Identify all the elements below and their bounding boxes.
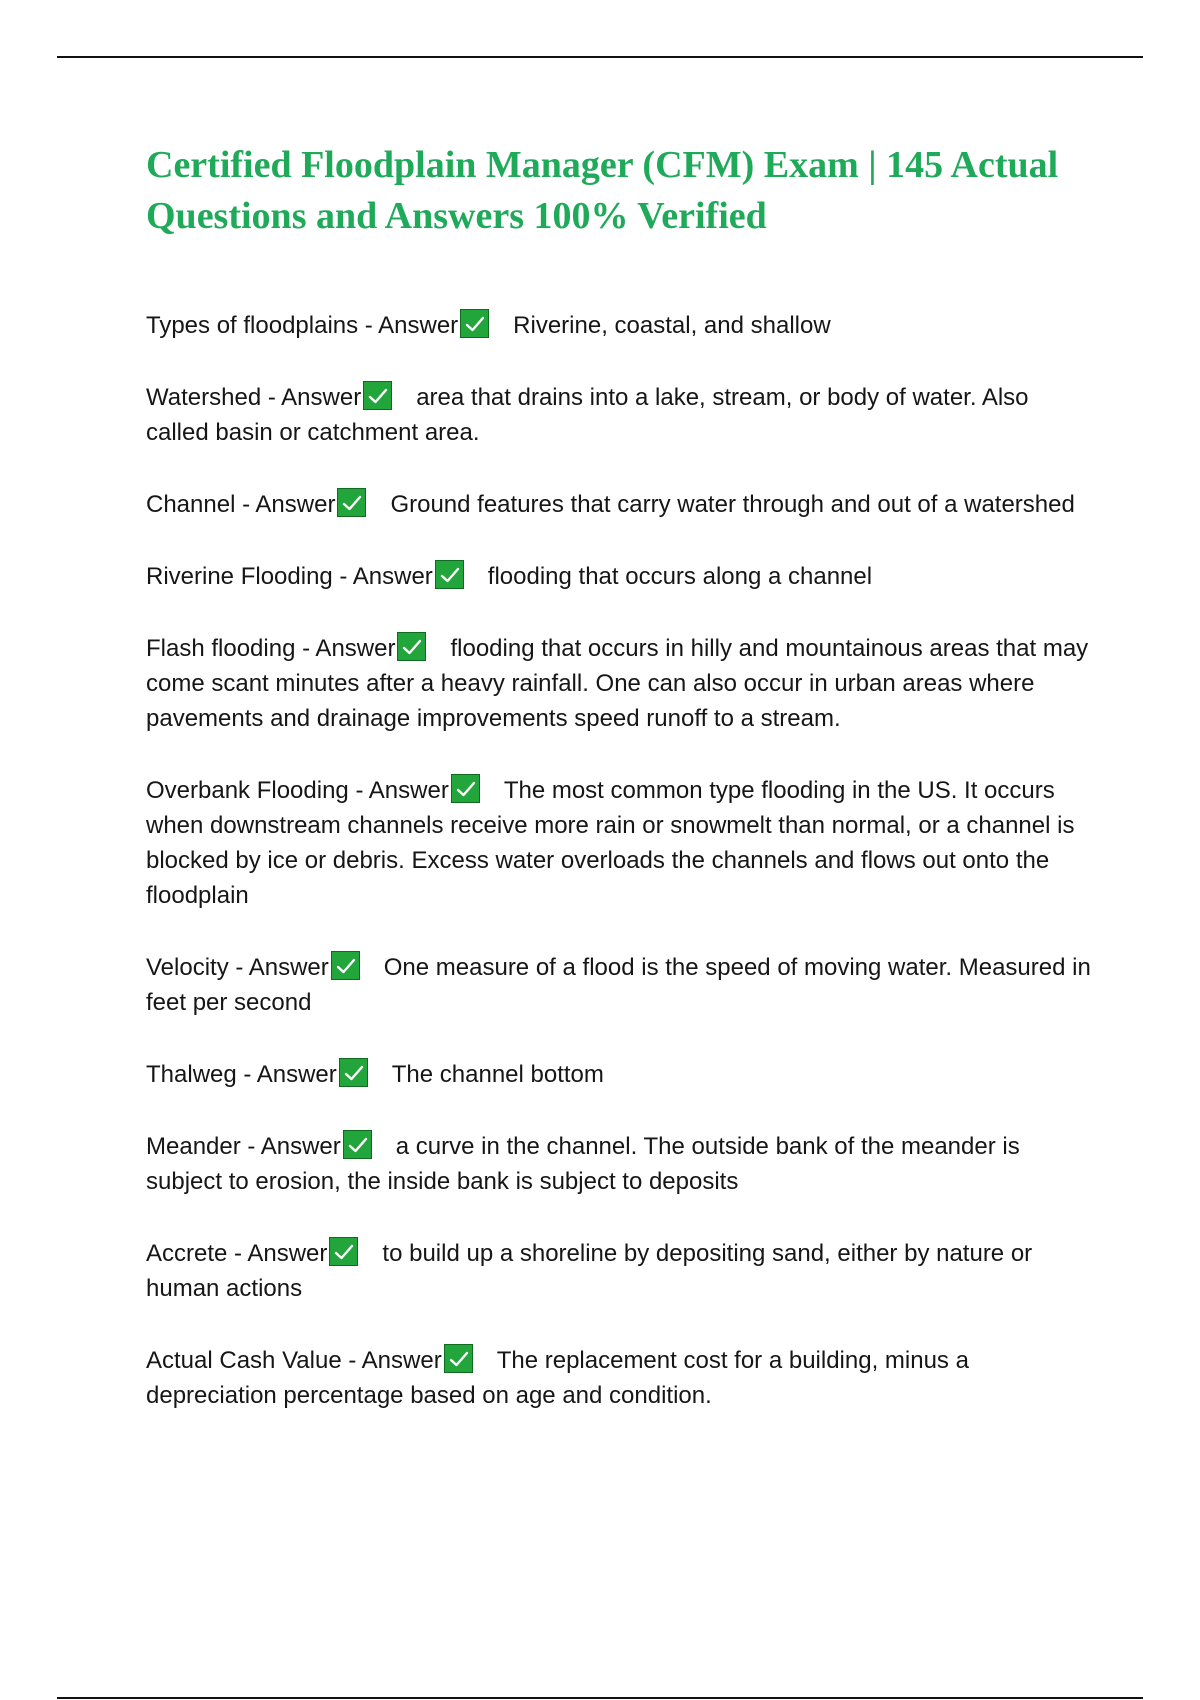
- top-divider: [57, 56, 1143, 58]
- document-body: [146, 140, 1096, 1450]
- qa-answer: to build up a shoreline by depositing sand, either by nature or human actions: [146, 1240, 1033, 1302]
- qa-item: [146, 487, 1096, 522]
- qa-item: [146, 1129, 1096, 1199]
- qa-answer: Ground features that carry water through and out of a watershed: [390, 491, 1075, 518]
- bottom-divider: [57, 1697, 1143, 1699]
- qa-term: Channel - Answer: [146, 491, 336, 518]
- qa-item: [146, 1343, 1096, 1413]
- qa-term: Meander - Answer: [146, 1133, 341, 1160]
- check-mark-button-icon: [339, 1058, 368, 1087]
- qa-item: [146, 773, 1096, 913]
- document-title: Certified Floodplain Manager (CFM) Exam | 145 Actual Questions and Answers 100% Verified: [146, 144, 1059, 237]
- qa-answer: The channel bottom: [391, 1061, 604, 1088]
- check-mark-button-icon: [363, 381, 392, 410]
- qa-term: Overbank Flooding - Answer: [146, 777, 449, 804]
- qa-term: Velocity - Answer: [146, 954, 329, 981]
- check-mark-button-icon: [343, 1130, 372, 1159]
- qa-answer: Riverine, coastal, and shallow: [513, 312, 831, 339]
- check-mark-button-icon: [451, 774, 480, 803]
- qa-item: [146, 308, 1096, 343]
- qa-item: [146, 1236, 1096, 1306]
- qa-term: Riverine Flooding - Answer: [146, 563, 433, 590]
- qa-term: Types of floodplains - Answer: [146, 312, 459, 339]
- qa-term: Actual Cash Value - Answer: [146, 1347, 442, 1374]
- check-mark-button-icon: [331, 951, 360, 980]
- qa-answer: The replacement cost for a building, minus a depreciation percentage based on age and condition.: [146, 1347, 969, 1409]
- check-mark-button-icon: [460, 309, 489, 338]
- qa-answer: a curve in the channel. The outside bank of the meander is subject to erosion, the inside bank is subject to deposits: [146, 1133, 1020, 1195]
- check-mark-button-icon: [444, 1344, 473, 1373]
- qa-answer: The most common type flooding in the US. It occurs when downstream channels receive more rain or snowmelt than normal, or a channel is blocked by ice or debris. Excess water overloads the channels and flows out onto the floodplain: [146, 777, 1075, 909]
- qa-term: Thalweg - Answer: [146, 1061, 337, 1088]
- qa-term: Watershed - Answer: [146, 384, 362, 411]
- qa-answer: One measure of a flood is the speed of moving water. Measured in feet per second: [146, 954, 1091, 1016]
- check-mark-button-icon: [337, 488, 366, 517]
- qa-answer: flooding that occurs in hilly and mountainous areas that may come scant minutes after a heavy rainfall. One can also occur in urban areas where pavements and drainage improvements speed runoff to a stream.: [146, 635, 1089, 732]
- qa-item: [146, 559, 1096, 594]
- qa-item: [146, 631, 1096, 736]
- qa-item: [146, 950, 1096, 1020]
- qa-answer: area that drains into a lake, stream, or body of water. Also called basin or catchment area.: [146, 384, 1029, 446]
- qa-item: [146, 380, 1096, 450]
- qa-answer: flooding that occurs along a channel: [487, 563, 873, 590]
- check-mark-button-icon: [435, 560, 464, 589]
- qa-term: Flash flooding - Answer: [146, 635, 396, 662]
- check-mark-button-icon: [397, 632, 426, 661]
- qa-item: [146, 1057, 1096, 1092]
- qa-term: Accrete - Answer: [146, 1240, 328, 1267]
- check-mark-button-icon: [329, 1237, 358, 1266]
